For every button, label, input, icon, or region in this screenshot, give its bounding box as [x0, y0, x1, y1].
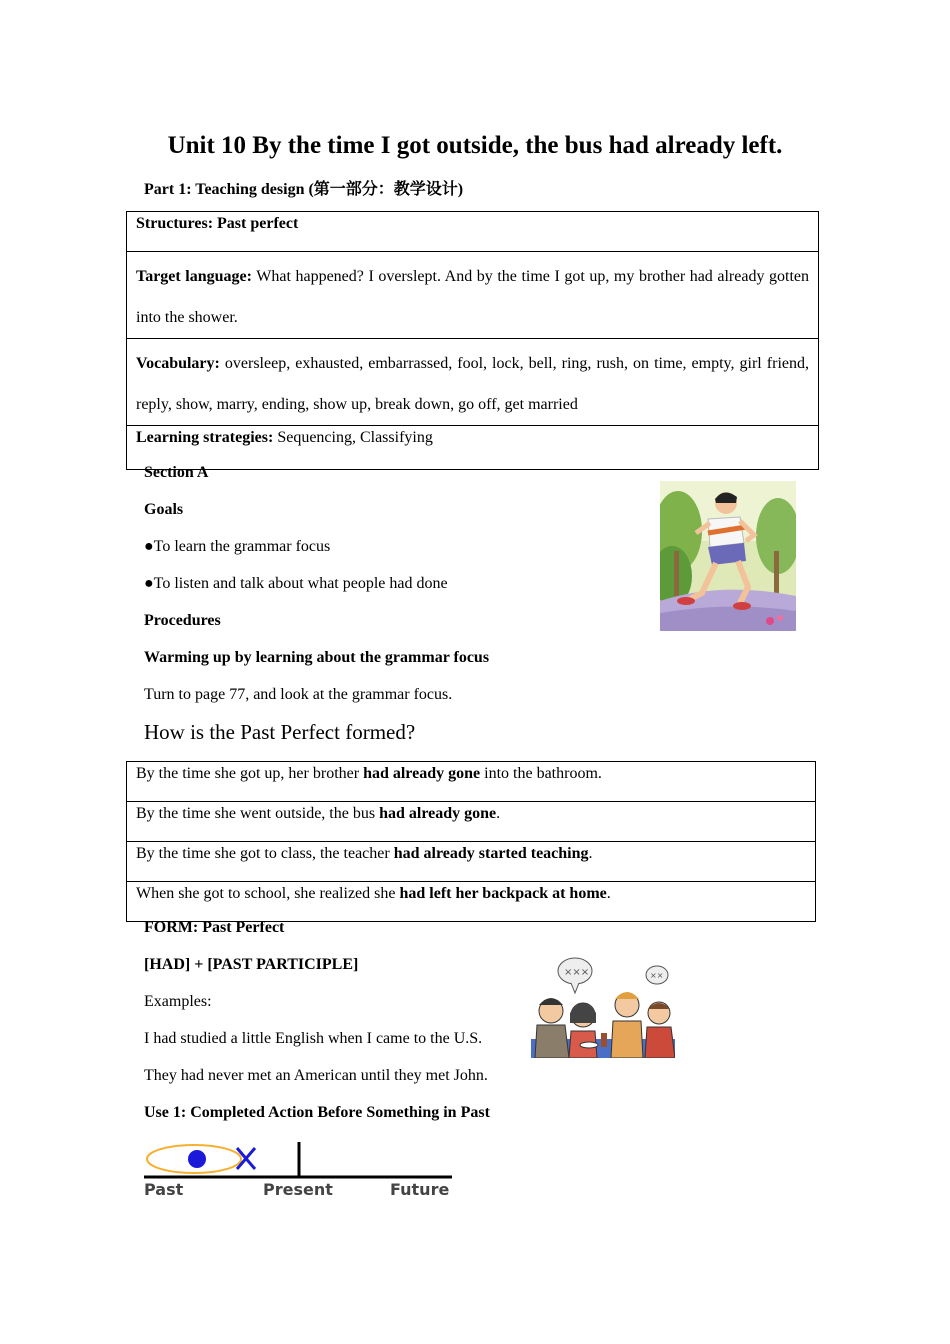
past-perfect-examples-table: [126, 761, 816, 922]
example-row: When she got to school, she realized she had left her backpack at home.: [127, 882, 816, 922]
instruction-text: Turn to page 77, and look at the grammar focus.: [144, 686, 453, 703]
bullet-icon: ●: [144, 575, 154, 592]
example-sentence: I had studied a little English when I came to the U.S.: [144, 1030, 483, 1047]
past-perfect-timeline: [144, 1138, 456, 1202]
example-row: By the time she went outside, the bus had already gone.: [127, 802, 816, 842]
example-row: By the time she got to class, the teacher had already started teaching.: [127, 842, 816, 882]
section-a-heading: Section A: [144, 464, 209, 481]
structures-cell: Structures: Past perfect: [127, 212, 819, 252]
goal-item: ●To learn the grammar focus: [144, 538, 331, 555]
page-title: Unit 10 By the time I got outside, the bus had already left.: [167, 132, 783, 159]
target-language-cell: Target language: What happened? I overslept. And by the time I got up, my brother had already gotten into the shower.: [127, 252, 819, 339]
bullet-icon: ●: [144, 538, 154, 555]
example-row: By the time she got up, her brother had already gone into the bathroom.: [127, 762, 816, 802]
form-heading: FORM: Past Perfect: [144, 919, 285, 936]
teaching-design-table: [126, 211, 819, 470]
later-action-cross-icon: [237, 1148, 255, 1169]
timeline-future-label: Future: [390, 1180, 450, 1199]
earlier-action-dot: [188, 1150, 206, 1168]
goal-item: ●To listen and talk about what people had done: [144, 575, 448, 592]
example-sentence: They had never met an American until they met John.: [144, 1067, 488, 1084]
running-boy-illustration: [660, 481, 796, 631]
svg-text:×××: ×××: [564, 967, 590, 978]
learning-strategies-cell: Learning strategies: Sequencing, Classifying: [127, 426, 819, 470]
svg-text:××: ××: [650, 971, 664, 980]
use1-heading: Use 1: Completed Action Before Something in Past: [144, 1104, 490, 1121]
examples-label: Examples:: [144, 993, 212, 1010]
form-rule: [HAD] + [PAST PARTICIPLE]: [144, 956, 359, 973]
vocabulary-cell: Vocabulary: oversleep, exhausted, embarrassed, fool, lock, bell, ring, rush, on time, empty, girl friend, reply, show, marry, ending, show up, break down, go off, get married: [127, 339, 819, 426]
part1-heading: Part 1: Teaching design (第一部分：教学设计): [144, 181, 464, 198]
timeline-past-label: Past: [144, 1180, 184, 1199]
timeline-present-label: Present: [263, 1180, 333, 1199]
people-talking-illustration: [531, 953, 675, 1058]
warming-up-heading: Warming up by learning about the grammar focus: [144, 649, 490, 666]
procedures-heading: Procedures: [144, 612, 221, 629]
question-heading: How is the Past Perfect formed?: [144, 720, 416, 744]
goals-heading: Goals: [144, 501, 184, 518]
